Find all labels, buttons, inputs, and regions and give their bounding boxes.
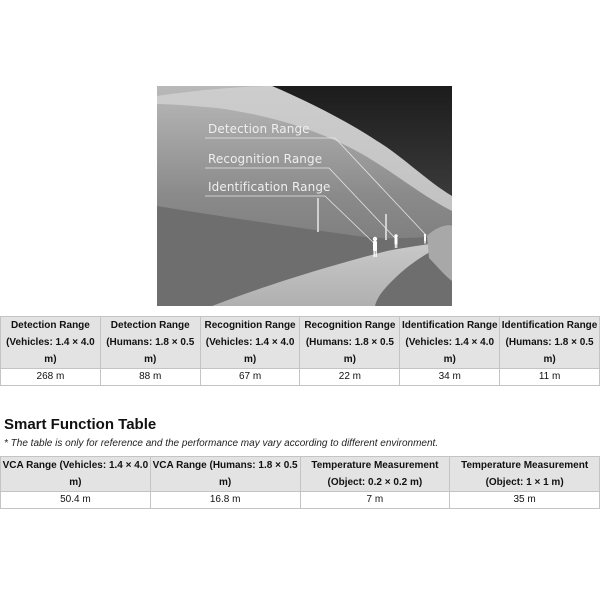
table-header-cell: Detection Range (Humans: 1.8 × 0.5 m)	[100, 317, 200, 369]
table-cell: 50.4 m	[1, 492, 151, 509]
smart-function-table	[0, 456, 600, 509]
table-header-cell: Identification Range (Vehicles: 1.4 × 4.0 m)	[400, 317, 500, 369]
table-row	[1, 492, 600, 509]
table-header-cell: Recognition Range (Humans: 1.8 × 0.5 m)	[300, 317, 400, 369]
utility-pole	[317, 198, 319, 232]
table-cell: 34 m	[400, 369, 500, 386]
identification-range-label: Identification Range	[208, 180, 331, 194]
table-header-cell: Temperature Measurement (Object: 0.2 × 0.2 m)	[300, 457, 450, 492]
table-cell: 22 m	[300, 369, 400, 386]
thermal-scene	[157, 86, 452, 306]
range-table-header-row	[1, 317, 600, 369]
detection-range-label: Detection Range	[208, 122, 310, 136]
thermal-range-image	[157, 86, 452, 306]
table-header-cell: Detection Range (Vehicles: 1.4 × 4.0 m)	[1, 317, 101, 369]
smart-table-header-row	[1, 457, 600, 492]
range-table	[0, 316, 600, 386]
table-header-cell: Identification Range (Humans: 1.8 × 0.5 m)	[500, 317, 600, 369]
table-cell: 11 m	[500, 369, 600, 386]
recognition-range-label: Recognition Range	[208, 152, 323, 166]
section-note: * The table is only for reference and the performance may vary according to different environment.	[4, 438, 439, 449]
table-header-cell: VCA Range (Humans: 1.8 × 0.5 m)	[150, 457, 300, 492]
table-cell: 16.8 m	[150, 492, 300, 509]
table-header-cell: Temperature Measurement (Object: 1 × 1 m)	[450, 457, 600, 492]
table-header-cell: VCA Range (Vehicles: 1.4 × 4.0 m)	[1, 457, 151, 492]
table-cell: 88 m	[100, 369, 200, 386]
table-cell: 7 m	[300, 492, 450, 509]
table-cell: 35 m	[450, 492, 600, 509]
utility-pole	[385, 214, 387, 240]
table-row	[1, 369, 600, 386]
section-title: Smart Function Table	[4, 416, 157, 433]
table-header-cell: Recognition Range (Vehicles: 1.4 × 4.0 m)	[200, 317, 300, 369]
table-cell: 67 m	[200, 369, 300, 386]
table-cell: 268 m	[1, 369, 101, 386]
